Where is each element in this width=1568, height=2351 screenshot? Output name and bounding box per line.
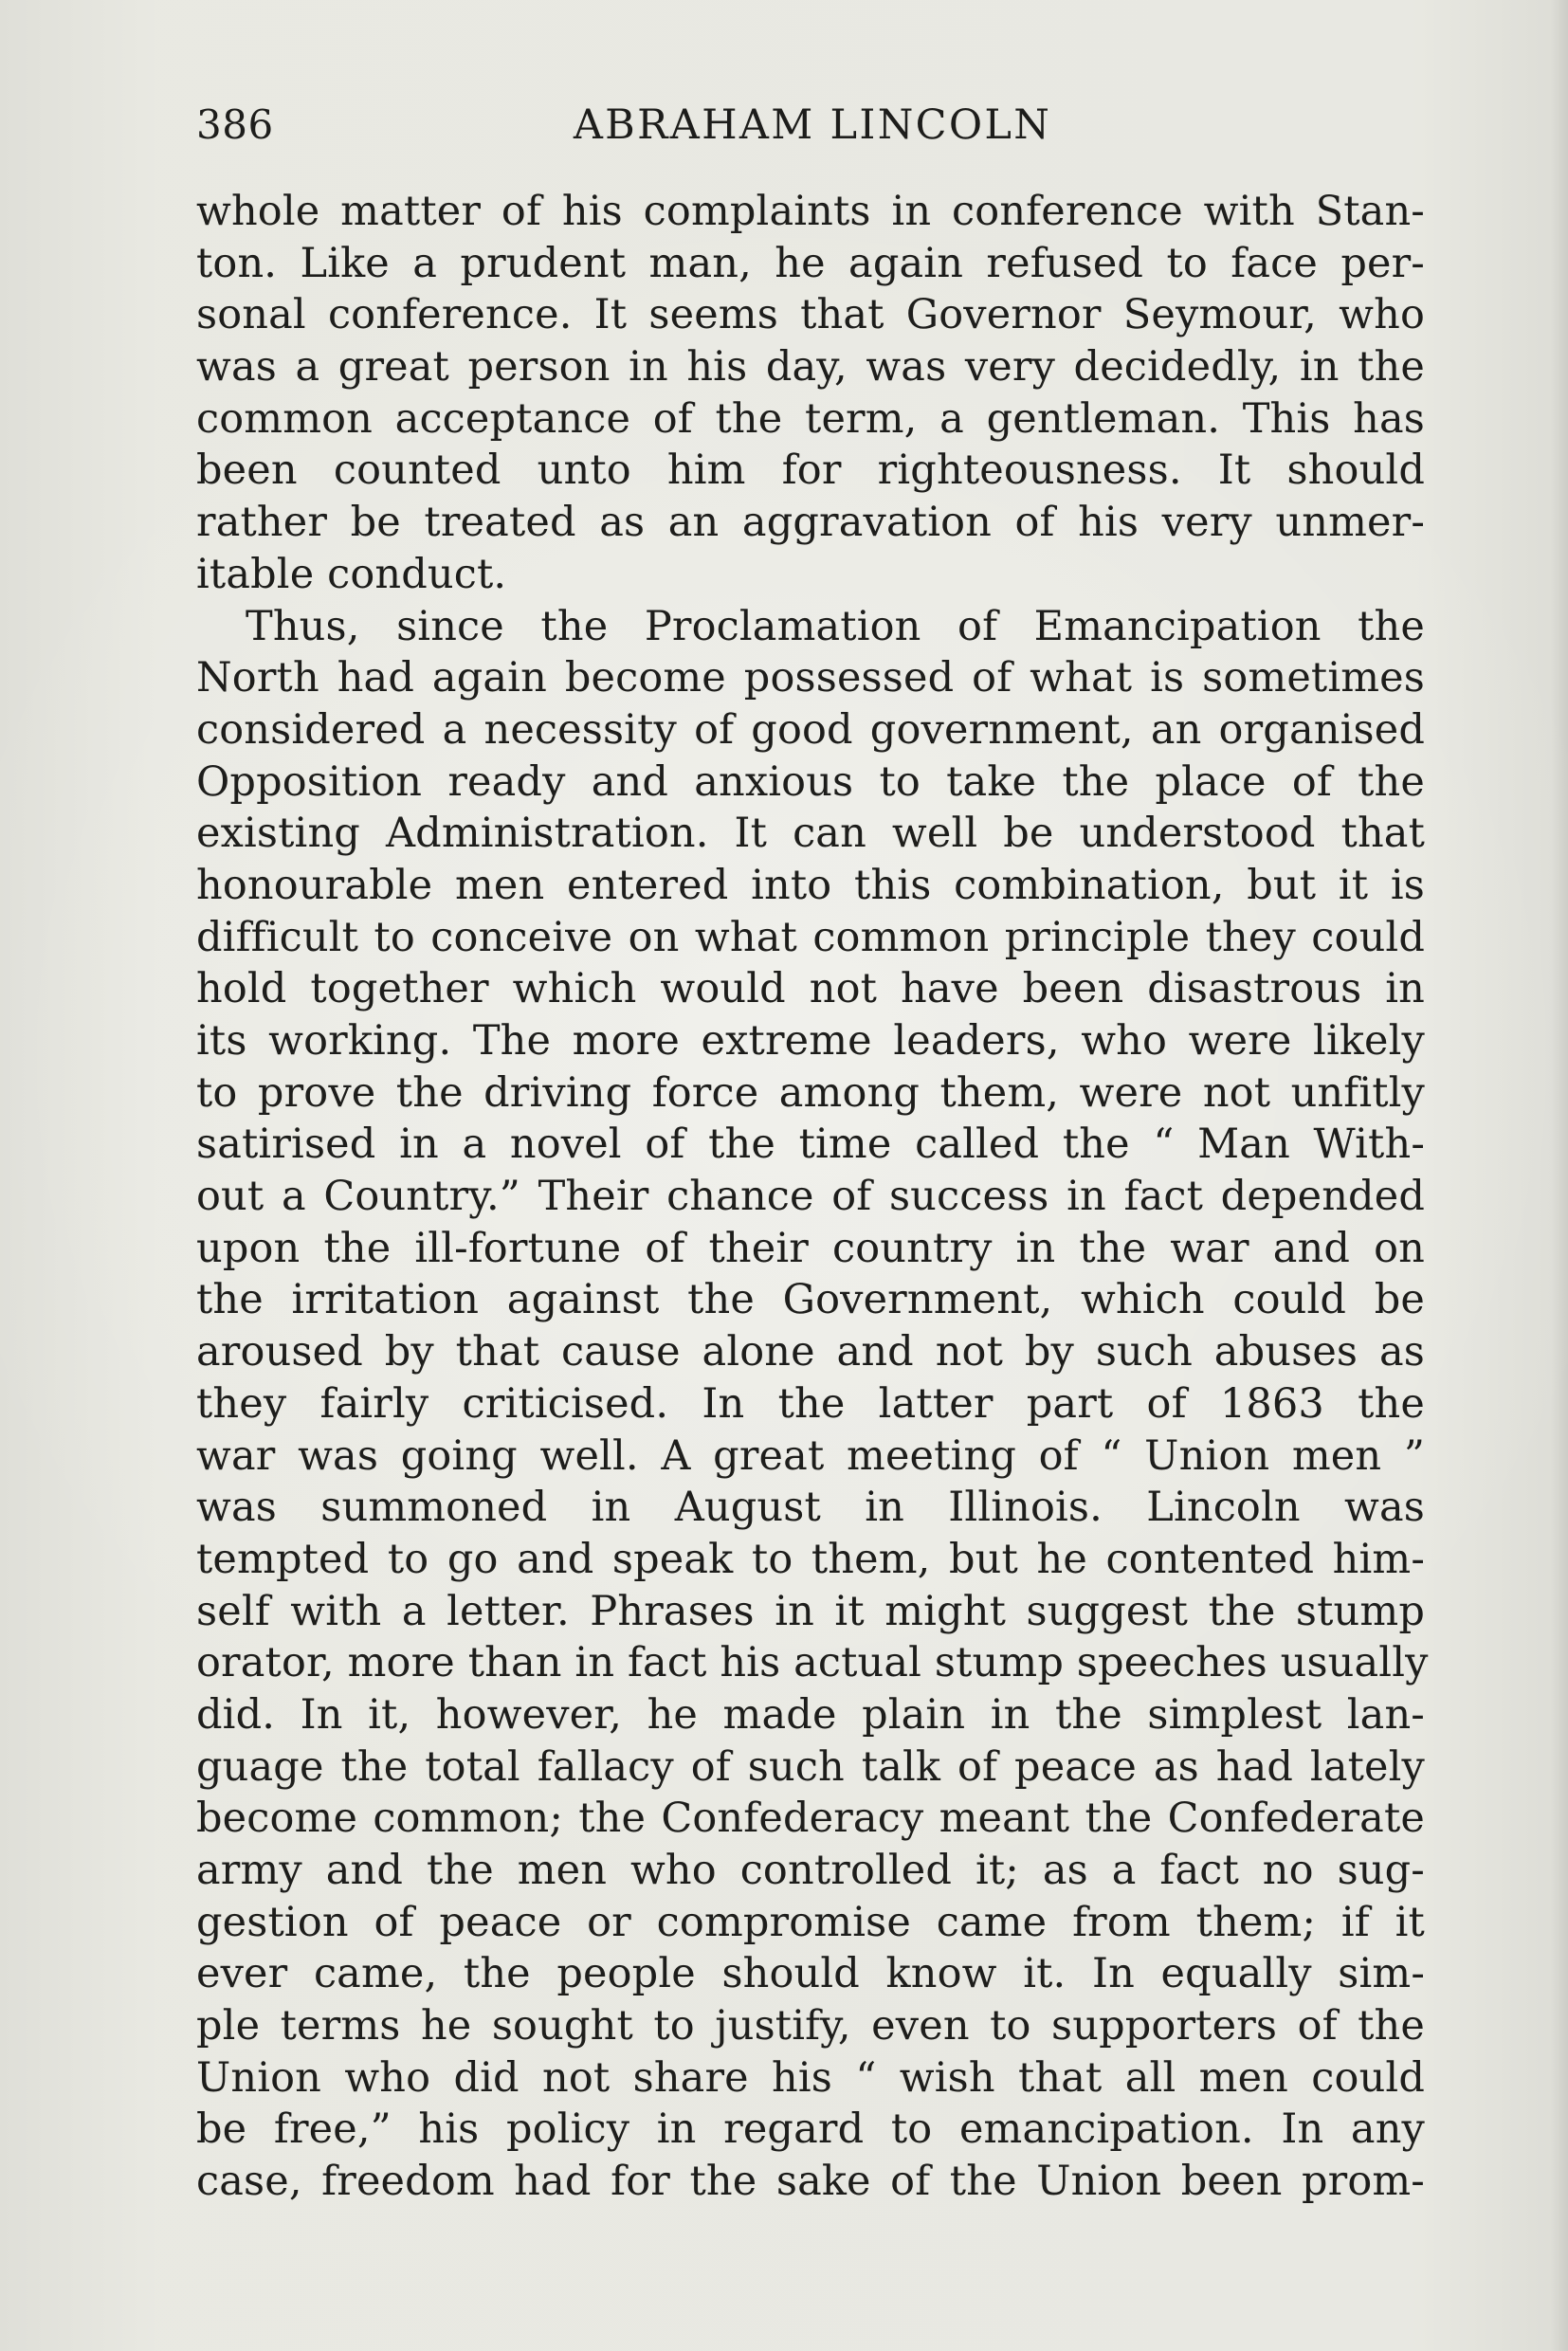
- text-line: army and the men who controlled it; as a fact no sug-: [196, 1847, 1425, 1894]
- text-line: to prove the driving force among them, were not unfitly: [196, 1068, 1425, 1117]
- text-line: ple terms he sought to justify, even to supporters of the: [196, 2002, 1425, 2050]
- text-line: orator, more than in fact his actual stump speeches usually: [196, 1639, 1429, 1687]
- paragraph-first-line: Thus, since the Proclamation of Emancipation the: [246, 602, 1425, 650]
- page-number: 386: [196, 101, 274, 148]
- text-line: North had again become possessed of what is sometimes: [196, 654, 1425, 702]
- body-text: [196, 186, 1429, 2208]
- text-line: existing Administration. It can well be understood that: [196, 810, 1425, 858]
- text-line: honourable men entered into this combination, but it is: [196, 861, 1425, 909]
- text-line: guage the total fallacy of such talk of peace as had lately: [196, 1742, 1425, 1791]
- text-line: sonal conference. It seems that Governor Seymour, who: [196, 291, 1425, 339]
- text-line: its working. The more extreme leaders, who were likely: [196, 1017, 1425, 1065]
- text-line: out a Country.” Their chance of success in fact depended: [196, 1173, 1425, 1221]
- text-line: hold together which would not have been disastrous in: [196, 965, 1425, 1013]
- text-line: upon the ill-fortune of their country in the war and on: [196, 1224, 1425, 1272]
- text-line: considered a necessity of good government, an organised: [196, 705, 1425, 754]
- text-line: be free,” his policy in regard to emancipation. In any: [196, 2105, 1425, 2154]
- text-line: aroused by that cause alone and not by such abuses as: [196, 1328, 1425, 1376]
- text-line: Union who did not share his “ wish that all men could: [196, 2053, 1425, 2102]
- text-line: whole matter of his complaints in conference with Stan-: [196, 188, 1425, 235]
- text-line: war was going well. A great meeting of “ Union men ”: [196, 1431, 1425, 1480]
- text-line: tempted to go and speak to them, but he contented him-: [196, 1535, 1425, 1583]
- text-line: case, freedom had for the sake of the Union been prom-: [196, 2158, 1425, 2206]
- text-line: did. In it, however, he made plain in the simplest lan-: [196, 1690, 1425, 1739]
- page-edge-shadow: [1551, 0, 1568, 2351]
- text-line: become common; the Confederacy meant the Confederate: [196, 1795, 1425, 1843]
- text-line: satirised in a novel of the time called the “ Man With-: [196, 1121, 1425, 1169]
- text-line: gestion of peace or compromise came from them; if it: [196, 1898, 1425, 1946]
- text-line: was a great person in his day, was very decidedly, in the: [196, 343, 1425, 392]
- text-line: rather be treated as an aggravation of his very unmer-: [196, 499, 1425, 547]
- running-title: ABRAHAM LINCOLN: [573, 101, 1052, 149]
- text-line: been counted unto him for righteousness. It should: [196, 447, 1425, 495]
- page-header: [196, 100, 1425, 150]
- text-line: self with a letter. Phrases in it might suggest the stump: [196, 1587, 1425, 1635]
- text-line: common acceptance of the term, a gentleman. This has: [196, 394, 1425, 443]
- text-line: was summoned in August in Illinois. Lincoln was: [196, 1484, 1425, 1532]
- text-line: ever came, the people should know it. In equally sim-: [196, 1950, 1425, 1998]
- text-line: the irritation against the Government, which could be: [196, 1276, 1425, 1324]
- text-line: ton. Like a prudent man, he again refused to face per-: [196, 239, 1425, 287]
- text-line: difficult to conceive on what common principle they could: [196, 913, 1425, 961]
- text-line: they fairly criticised. In the latter part of 1863 the: [196, 1379, 1425, 1428]
- text-line: itable conduct.: [196, 550, 507, 598]
- text-line: Opposition ready and anxious to take the place of the: [196, 757, 1425, 806]
